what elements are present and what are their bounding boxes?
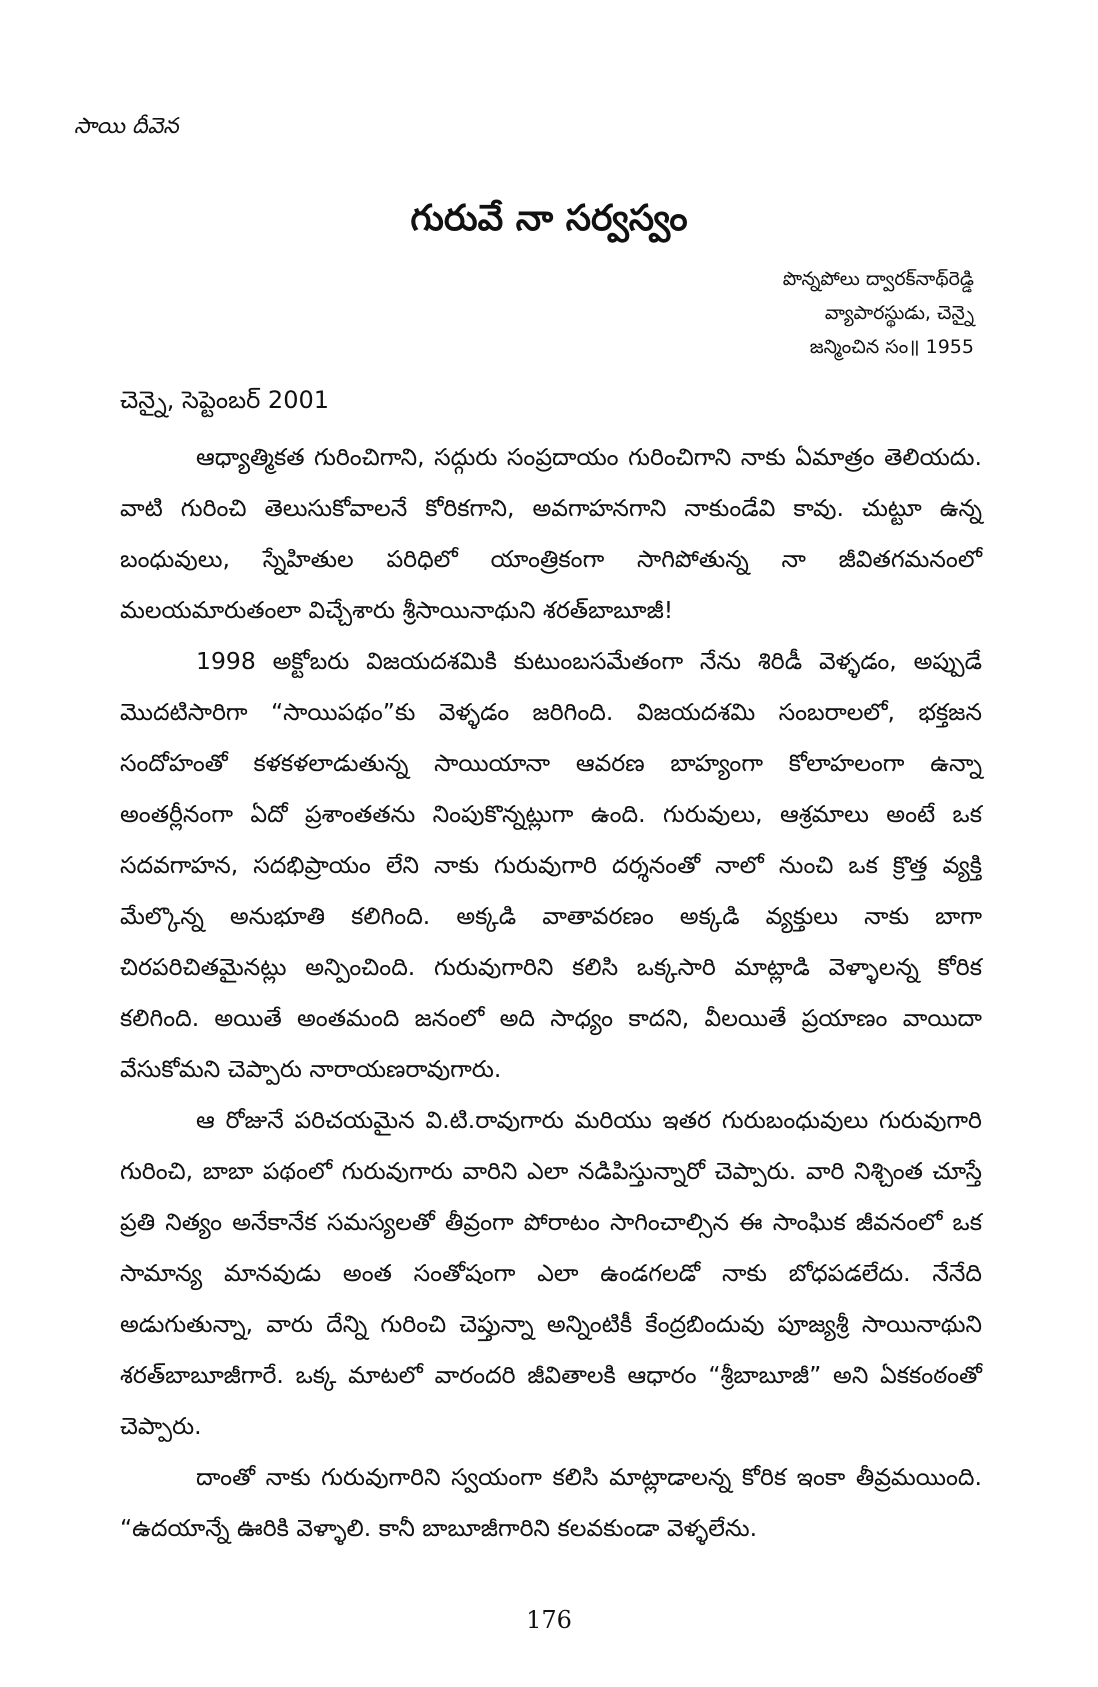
paragraph: దాంతో నాకు గురువుగారిని స్వయంగా కలిసి మాట్లాడాలన్న కోరిక ఇంకా తీవ్రమయింది. “ఉదయాన్నే ఊరికి వెళ్ళాలి. కానీ బాబూజీగారిని కలవకుండా వెళ్ళలేను. bbox=[120, 1463, 982, 1542]
article-body bbox=[120, 432, 982, 1554]
author-block bbox=[783, 262, 974, 364]
page-number: 176 bbox=[526, 1606, 572, 1634]
dateline: చెన్నై, సెప్టెంబర్ 2001 bbox=[120, 386, 330, 414]
paragraph: ఆ రోజునే పరిచయమైన వి.టి.రావుగారు మరియు ఇతర గురుబంధువులు గురువుగారి గురించి, బాబా పథంలో గురువుగారు వారిని ఎలా నడిపిస్తున్నారో చెప్పారు. వారి నిశ్చింత చూస్తే ప్రతి నిత్యం అనేకానేక సమస్యలతో తీవ్రంగా పోరాటం సాగించాల్సిన ఈ సాంఘిక జీవనంలో ఒక సామాన్య మానవుడు అంత సంతోషంగా ఎలా ఉండగలడో నాకు బోధపడలేదు. నేనేది అడుగుతున్నా, వారు దేన్ని గురించి చెప్తున్నా అన్నింటికీ కేంద్రబిందువు పూజ్యశ్రీ సాయినాథుని శరత్‌బాబూజీగారే. ఒక్క మాటలో వారందరి జీవితాలకి ఆధారం “శ్రీబాబూజీ” అని ఏకకంఠంతో చెప్పారు. bbox=[120, 1106, 982, 1440]
paragraph: 1998 అక్టోబరు విజయదశమికి కుటుంబసమేతంగా నేను శిరిడీ వెళ్ళడం, అప్పుడే మొదటిసారిగా “సాయిపథం”కు వెళ్ళడం జరిగింది. విజయదశమి సంబరాలలో, భక్తజన సందోహంతో కళకళలాడుతున్న సాయియానా ఆవరణ బాహ్యంగా కోలాహలంగా ఉన్నా అంతర్లీనంగా ఏదో ప్రశాంతతను నింపుకొన్నట్లుగా ఉంది. గురువులు, ఆశ్రమాలు అంటే ఒక సదవగాహన, సదభిప్రాయం లేని నాకు గురువుగారి దర్శనంతో నాలో నుంచి ఒక క్రొత్త వ్యక్తి మేల్కొన్న అనుభూతి కలిగింది. అక్కడి వాతావరణం అక్కడి వ్యక్తులు నాకు బాగా చిరపరిచితమైనట్లు అన్పించింది. గురువుగారిని కలిసి ఒక్కసారి మాట్లాడి వెళ్ళాలన్న కోరిక కలిగింది. అయితే అంతమంది జనంలో అది సాధ్యం కాదని, వీలయితే ప్రయాణం వాయిదా వేసుకోమని చెప్పారు నారాయణరావుగారు. bbox=[120, 647, 982, 1083]
author-birth-year: జన్మించిన సం॥ 1955 bbox=[809, 336, 974, 358]
author-occupation: వ్యాపారస్థుడు, చెన్నై bbox=[824, 302, 974, 324]
running-header: సాయి దీవెన bbox=[74, 114, 179, 139]
author-name: పొన్నపోలు ద్వారక్‌నాథ్‌రెడ్డి bbox=[782, 268, 974, 290]
article-title: గురువే నా సర్వస్వం bbox=[410, 198, 688, 239]
paragraph: ఆధ్యాత్మికత గురించిగాని, సద్గురు సంప్రదాయం గురించిగాని నాకు ఏమాత్రం తెలియదు. వాటి గురించి తెలుసుకోవాలనే కోరికగాని, అవగాహనగాని నాకుండేవి కావు. చుట్టూ ఉన్న బంధువులు, స్నేహితుల పరిధిలో యాంత్రికంగా సాగిపోతున్న నా జీవితగమనంలో మలయమారుతంలా విచ్చేశారు శ్రీసాయినాథుని శరత్‌బాబూజీ! bbox=[120, 443, 982, 624]
